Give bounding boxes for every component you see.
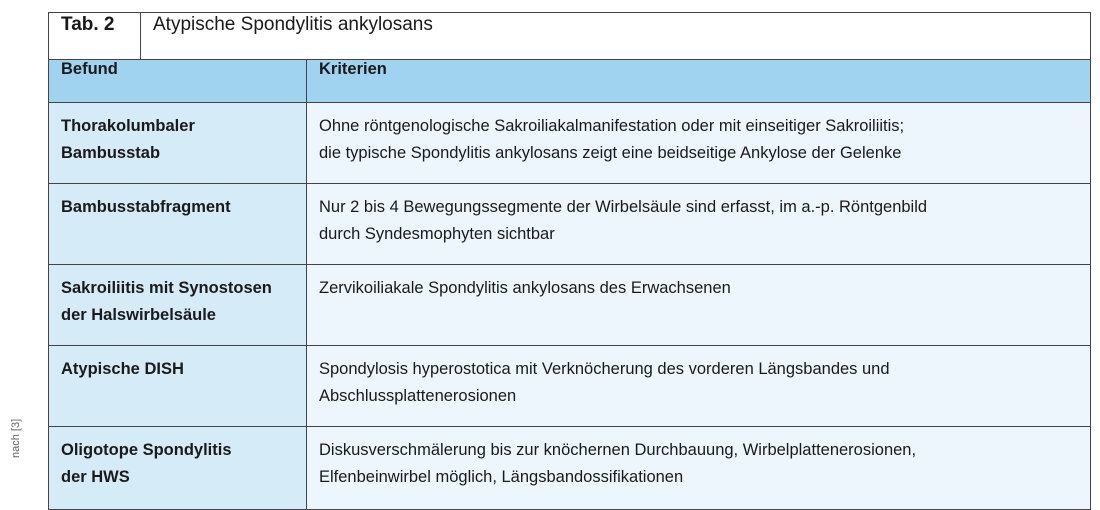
kriterien-cell xyxy=(307,103,1091,184)
source-note: nach [3] xyxy=(10,418,22,458)
kriterien-line: Diskusverschmälerung bis zur knöchernen Durchbauung, Wirbelplattenerosionen, xyxy=(319,441,917,459)
kriterien-line: Spondylosis hyperostotica mit Verknöcherung des vorderen Längsbandes und xyxy=(319,360,890,378)
table-row xyxy=(49,265,1091,346)
table-number: Tab. 2 xyxy=(49,13,141,60)
kriterien-cell xyxy=(307,346,1091,427)
kriterien-line: Nur 2 bis 4 Bewegungssegmente der Wirbelsäule sind erfasst, im a.-p. Röntgenbild xyxy=(319,198,928,216)
column-header-befund: Befund xyxy=(49,60,307,103)
criteria-table xyxy=(48,12,1091,510)
befund-cell xyxy=(49,184,307,265)
table-row xyxy=(49,184,1091,265)
befund-line: Oligotope Spondylitis xyxy=(61,441,232,459)
kriterien-cell xyxy=(307,265,1091,346)
column-header-kriterien: Kriterien xyxy=(307,60,1091,103)
befund-line: Bambusstab xyxy=(61,144,161,162)
kriterien-line: Ohne röntgenologische Sakroiliakalmanifestation oder mit einseitiger Sakroiliitis; xyxy=(319,117,905,135)
befund-line: Atypische DISH xyxy=(61,360,184,378)
kriterien-cell xyxy=(307,184,1091,265)
table-row xyxy=(49,427,1091,510)
befund-cell xyxy=(49,427,307,510)
table-caption-row xyxy=(49,13,1091,60)
kriterien-line: Zervikoiliakale Spondylitis ankylosans des Erwachsenen xyxy=(319,279,731,297)
befund-line: der HWS xyxy=(61,468,130,486)
table-title: Atypische Spondylitis ankylosans xyxy=(141,13,1091,60)
befund-cell xyxy=(49,265,307,346)
befund-line: Bambusstabfragment xyxy=(61,198,231,216)
table-header-row xyxy=(49,60,1091,103)
kriterien-line: die typische Spondylitis ankylosans zeigt eine beidseitige Ankylose der Gelenke xyxy=(319,144,902,162)
kriterien-line: Abschlussplattenerosionen xyxy=(319,387,517,405)
befund-line: Thorakolumbaler xyxy=(61,117,195,135)
table-row xyxy=(49,346,1091,427)
befund-line: Sakroiliitis mit Synostosen xyxy=(61,279,272,297)
table-row xyxy=(49,103,1091,184)
kriterien-line: Elfenbeinwirbel möglich, Längsbandossifikationen xyxy=(319,468,684,486)
befund-line: der Halswirbelsäule xyxy=(61,306,216,324)
kriterien-line: durch Syndesmophyten sichtbar xyxy=(319,225,555,243)
kriterien-cell xyxy=(307,427,1091,510)
befund-cell xyxy=(49,346,307,427)
befund-cell xyxy=(49,103,307,184)
